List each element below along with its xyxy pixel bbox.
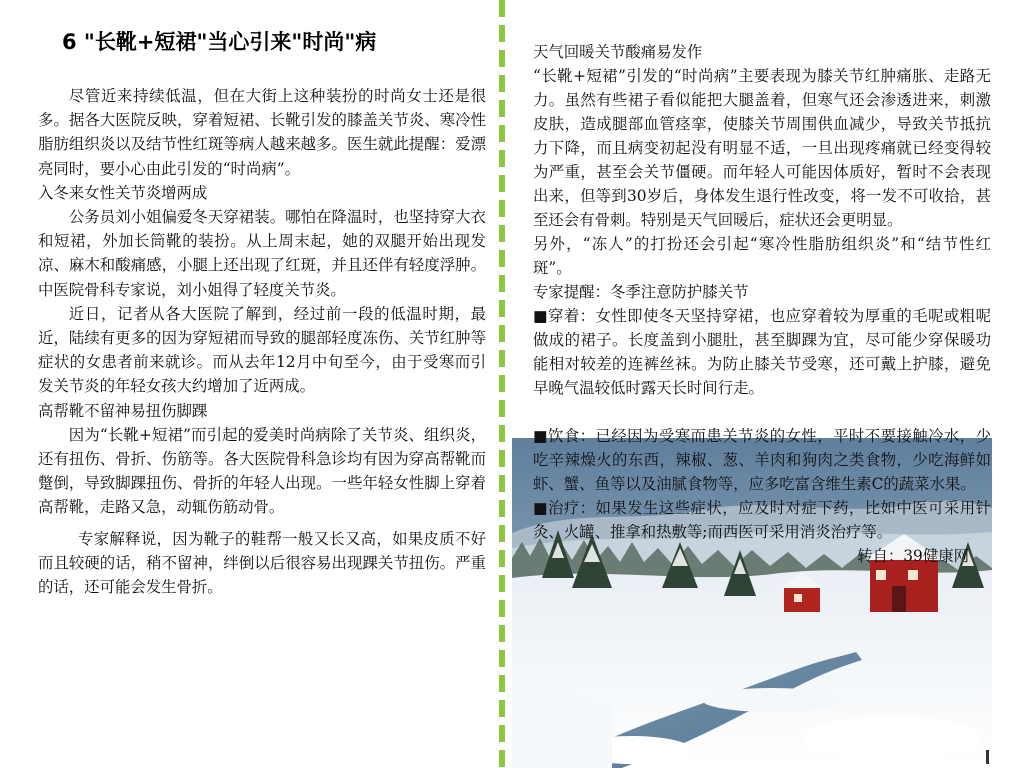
expert-paragraph: 专家解释说，因为靴子的鞋帮一般又长又高，如果皮质不好而且较硬的话，稍不留神，绊倒以后很容易出现踝关节扭伤。严重的话，还可能会发生骨折。	[38, 529, 486, 597]
section-heading-advice: 专家提醒：冬季注意防护膝关节	[533, 283, 749, 301]
injury-paragraph: 因为“长靴+短裙”而引起的爱美时尚病除了关节炎、组织炎，还有扭伤、骨折、伤筋等。各大医院骨科急诊均有因为穿高帮靴而蹩倒，导致脚踝扭伤、骨折的年轻人出现。一些年轻女性脚上穿着高帮靴，走路又急，动辄伤筋动骨。	[38, 425, 486, 517]
section-heading-arthritis: 入冬来女性关节炎增两成	[38, 183, 208, 202]
right-column	[533, 40, 991, 568]
intro-paragraph: 尽管近来持续低温，但在大街上这种装扮的时尚女士还是很多。据各大医院反映，穿着短裙、长靴引发的膝盖关节炎、寒冷性脂肪组织炎以及结节性红斑等病人越来越多。医生就此提醒：爱漂亮同时，要小心由此引发的“时尚病”。	[38, 87, 486, 178]
section-heading-warming: 天气回暖关节酸痛易发作	[533, 43, 703, 61]
treatment-advice-paragraph: ■治疗：如果发生这些症状，应及时对症下药，比如中医可采用针灸、火罐、推拿和热敷等;而西医可采用消炎治疗等。	[533, 499, 991, 541]
green-dashed-divider	[499, 0, 505, 768]
clothing-advice-paragraph: ■穿着：女性即使冬天坚持穿裙，也应穿着较为厚重的毛呢或粗呢做成的裙子。长度盖到小腿肚，甚至脚踝为宜，尽可能少穿保暖功能相对较差的连裤丝袜。为防止膝关节受寒，还可戴上护膝，避免早晚气温较低时露天长时间行走。	[533, 307, 991, 397]
case-paragraph: 公务员刘小姐偏爱冬天穿裙装。哪怕在降温时，也坚持穿大衣和短裙，外加长筒靴的装扮。从上周末起，她的双腿开始出现发凉、麻木和酸痛感，小腿上还出现了红斑，并且还伴有轻度浮肿。中医院骨科专家说，刘小姐得了轻度关节炎。	[38, 208, 486, 299]
statistics-paragraph: 近日，记者从各大医院了解到，经过前一段的低温时期，最近，陆续有更多的因为穿短裙而导致的腿部轻度冻伤、关节红肿等症状的女患者前来就诊。而从去年12月中旬至今，由于受寒而引发关节炎的年轻女孩大约增加了近两成。	[38, 304, 486, 396]
symptoms-paragraph: “长靴+短裙”引发的“时尚病”主要表现为膝关节红肿痛胀、走路无力。虽然有些裙子看似能把大腿盖着，但寒气还会渗透进来，刺激皮肤，造成腿部血管痉挛，使膝关节周围供血减少，导致关节抵抗力下降，而且病变初起没有明显不适，一旦出现疼痛就已经变得较为严重，甚至会关节僵硬。而年轻人可能因体质好，暂时不会表现出来，但等到30岁后，身体发生退行性改变，将一发不可收拾，甚至还会有骨刺。特别是天气回暖后，症状还会更明显。	[533, 67, 991, 229]
other-diseases-paragraph: 另外，“冻人”的打扮还会引起“寒冷性脂肪组织炎”和“结节性红斑”。	[533, 235, 991, 277]
spacer-line	[533, 400, 991, 424]
slide-marker	[986, 750, 989, 764]
section-heading-ankle: 高帮靴不留神易扭伤脚踝	[38, 401, 208, 420]
left-column	[38, 84, 486, 599]
page-title: 6 "长靴+短裙"当心引来"时尚"病	[62, 30, 377, 54]
diet-advice-paragraph: ■饮食：已经因为受寒而患关节炎的女性，平时不要接触冷水，少吃辛辣燥火的东西，辣椒、葱、羊肉和狗肉之类食物，少吃海鲜如虾、蟹、鱼等以及油腻食物等，应多吃富含维生素C的蔬菜水果。	[533, 427, 991, 493]
source-credit: 转自：39健康网	[857, 547, 969, 565]
